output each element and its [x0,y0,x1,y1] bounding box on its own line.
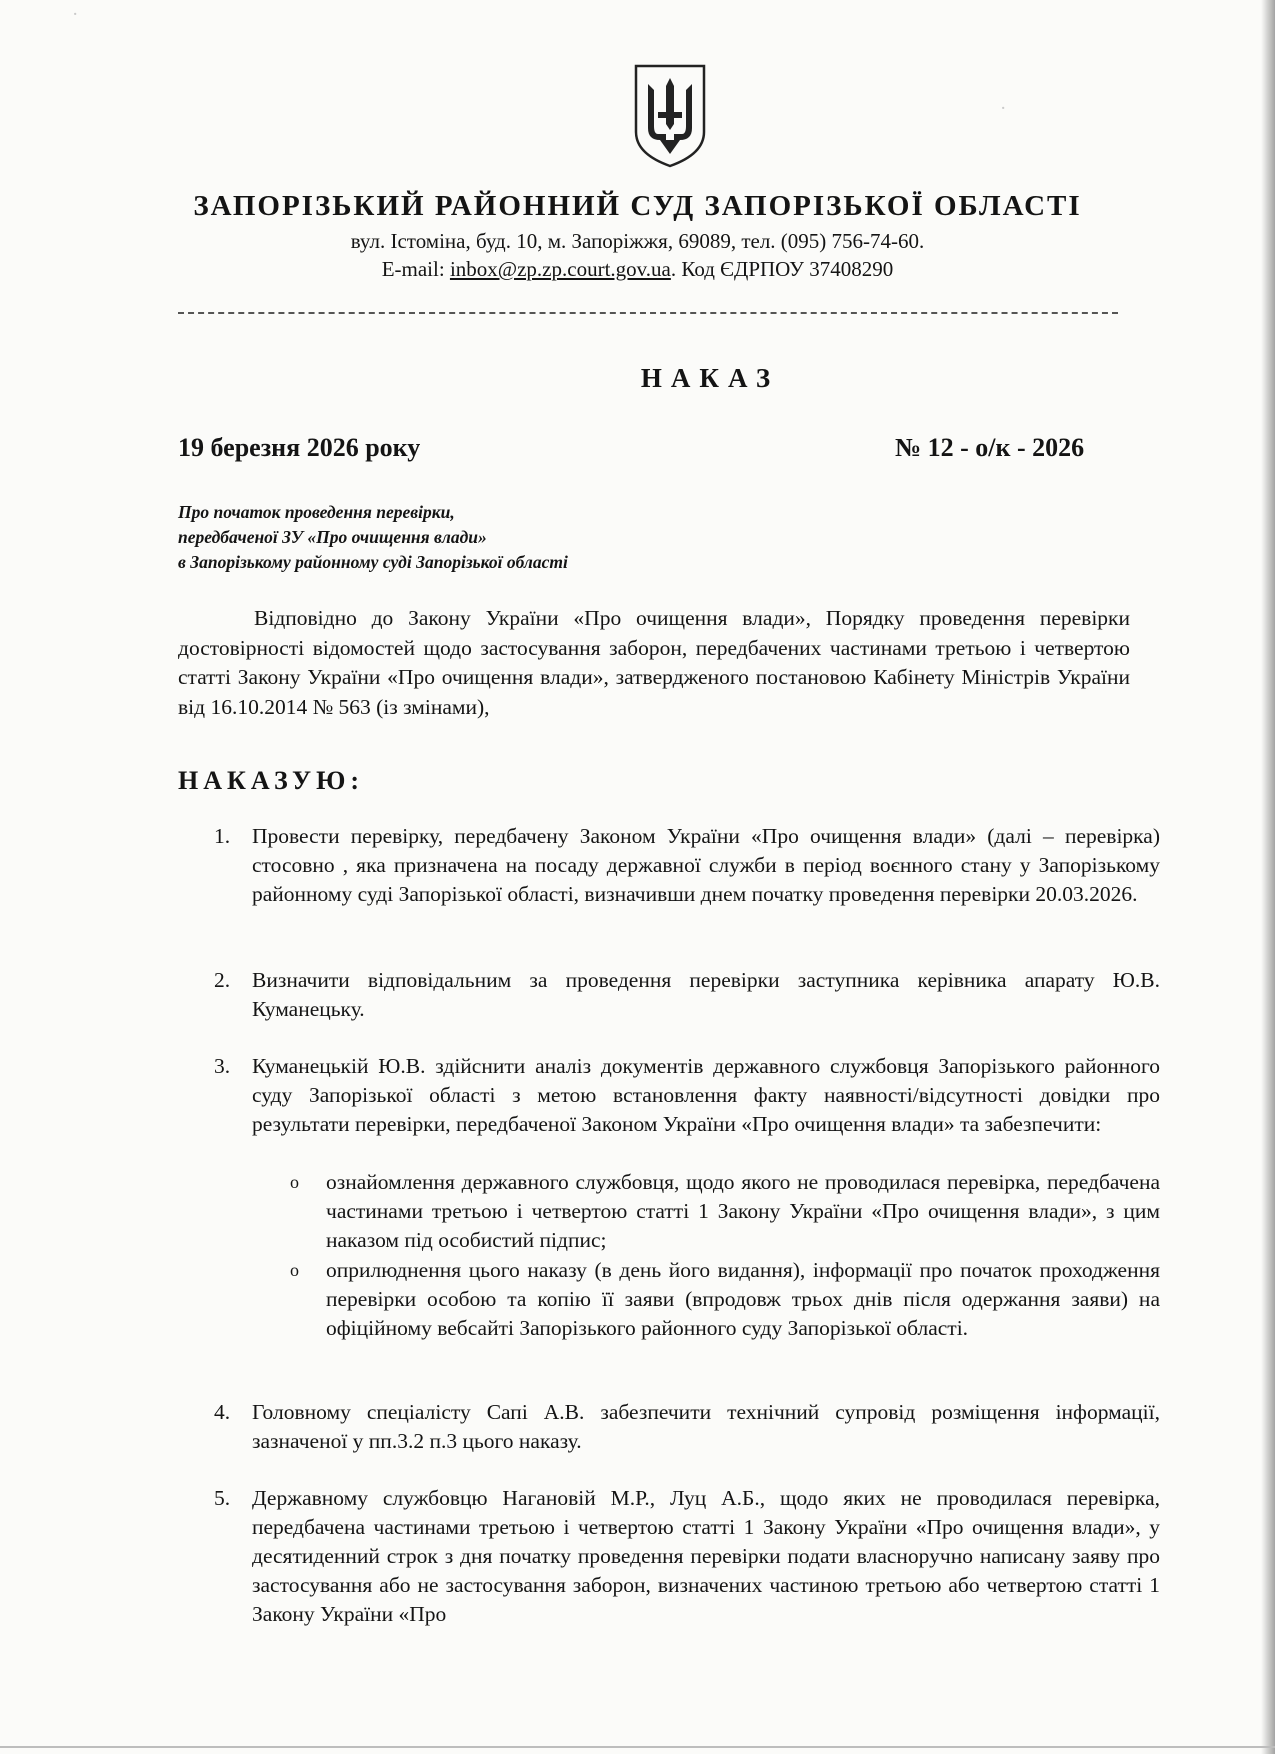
trident-coat-of-arms-icon [632,62,708,170]
order-subitem-3-2: оприлюднення цього наказу (в день його видання), інформації про початок проходження перевірки особою та копію її заяви (впродовж трьох днів після одержання заяви) на офіційному вебсайті Запорізького районного суду Запорізької області. [326,1258,1160,1340]
order-item-4: Головному спеціалісту Сапі А.В. забезпечити технічний супровід розміщення інформації, зазначеної у пп.3.2 п.3 цього наказу. [252,1400,1160,1453]
court-contacts [0,257,1275,282]
item-number: 2. [214,968,231,992]
court-address: вул. Істоміна, буд. 10, м. Запоріжжя, 69089, тел. (095) 756-74-60. [350,229,925,253]
bleed-through-mark: · [72,4,79,25]
preamble-paragraph: Відповідно до Закону України «Про очищення влади», Порядку проведення перевірки достовірності відомостей щодо застосування заборон, передбачених частинами третьою і четвертою статті Закону України «Про очищення влади», затвердженого постановою Кабінету Міністрів України від 16.10.2014 № 563 (із змінами), [178,606,1130,719]
order-subject [178,500,568,575]
email-label: E-mail: [381,257,445,281]
subject-line: передбаченої ЗУ «Про очищення влади» [178,527,487,547]
item-number: 3. [214,1054,231,1078]
item-number: 5. [214,1486,231,1510]
order-number: № 12 - о/к - 2026 [895,433,1085,462]
bleed-through-mark: · [1000,98,1007,119]
item-number: 1. [214,824,231,848]
bullet-marker: o [290,1172,299,1192]
bullet-marker: o [290,1260,299,1280]
edrpou-code: . Код ЄДРПОУ 37408290 [670,257,894,281]
document-title: НАКАЗ [640,363,780,393]
order-item-1: Провести перевірку, передбачену Законом України «Про очищення влади» (далі – перевірка) стосовно , яка призначена на посаду державної служби в період воєнного стану у Запорізькому районному суді Запорізької області, визначивши днем початку проведення перевірки 20.03.2026. [252,824,1160,906]
email-link[interactable]: inbox@zp.zp.court.gov.ua [449,257,671,281]
subject-line: в Запорізькому районному суді Запорізької області [178,552,568,572]
order-item-3: Куманецькій Ю.В. здійснити аналіз документів державного службовця Запорізького районного суду Запорізької області з метою встановлення факту наявності/відсутності довідки про результати перевірки, передбаченої Законом України «Про очищення влади» та забезпечити: [252,1054,1160,1136]
order-date: 19 березня 2026 року [178,433,421,462]
court-name: ЗАПОРІЗЬКИЙ РАЙОННИЙ СУД ЗАПОРІЗЬКОЇ ОБЛАСТІ [193,190,1082,222]
subject-line: Про початок проведення перевірки, [178,502,455,522]
order-subitem-3-1: ознайомлення державного службовця, щодо якого не проводилася перевірка, передбачена частинами третьою і четвертою статті 1 Закону України «Про очищення влади», з цим наказом під особистий підпис; [326,1170,1160,1252]
scan-bottom-edge [0,1746,1275,1748]
order-item-5: Державному службовцю Нагановій М.Р., Луц А.Б., щодо яких не проводилася перевірка, передбачена частинами третьою і четвертою статті 1 Закону України «Про очищення влади», у десятиденний строк з дня початку проведення перевірки подати власноручно написану заяву про застосування або не застосування заборон, визначених частиною третьою або четвертою статті 1 Закону України «Про [252,1486,1160,1626]
header-separator [178,312,1118,314]
order-item-2: Визначити відповідальним за проведення перевірки заступника керівника апарату Ю.В. Куманецьку. [252,968,1160,1021]
item-number: 4. [214,1400,231,1424]
orders-heading: НАКАЗУЮ: [178,766,365,795]
